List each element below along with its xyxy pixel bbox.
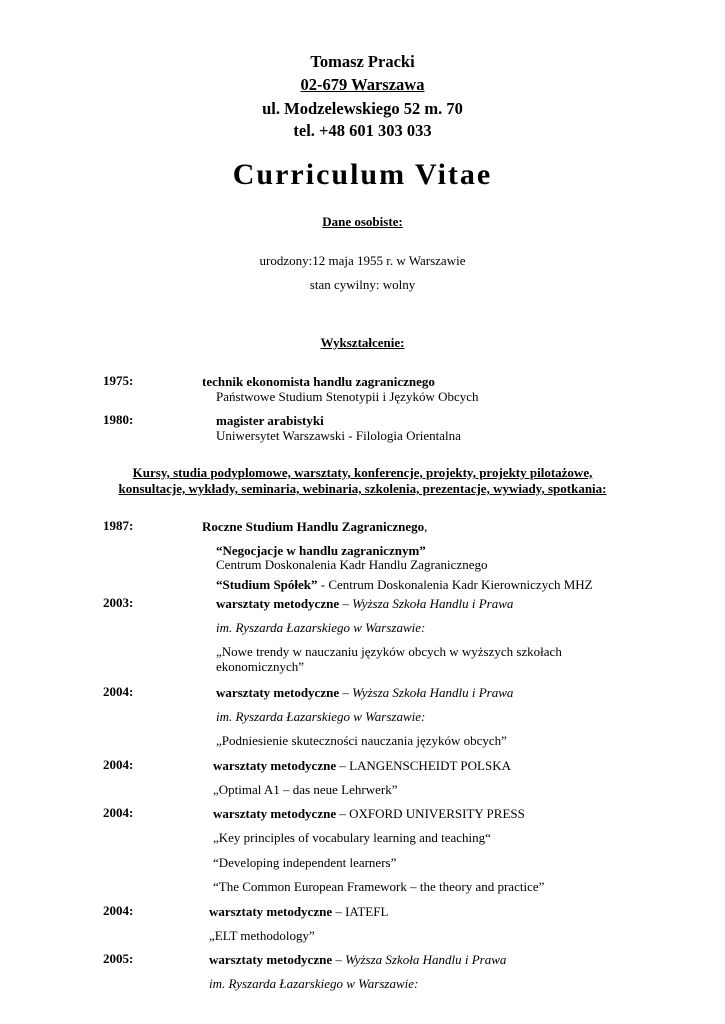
entry-topic: „Nowe trendy w nauczaniu języków obcych w wyższych szkołach	[216, 644, 562, 659]
education-year: 1980:	[103, 412, 134, 427]
education-degree: magister arabistyki	[216, 413, 324, 428]
entry-year: 2003:	[103, 595, 134, 610]
entry-type-line	[213, 757, 511, 774]
education-heading: Wykształcenie:	[320, 335, 405, 350]
entry-organizer-cont: im. Ryszarda Łazarskiego w Warszawie:	[209, 976, 419, 991]
entry-year: 2005:	[103, 951, 134, 966]
education-degree: technik ekonomista handlu zagranicznego	[202, 374, 435, 389]
entry-type-line	[209, 903, 388, 920]
entry-topic: “Developing independent learners”	[213, 855, 397, 870]
entry-type: warsztaty metodyczne	[216, 596, 340, 611]
entry-organizer: Centrum Doskonalenia Kadr Handlu Zagranicznego	[216, 557, 488, 572]
entry-type: warsztaty metodyczne	[213, 758, 337, 773]
entry-topic: „ELT methodology”	[209, 928, 315, 943]
entry-year: 2004:	[103, 903, 134, 918]
entry-organizer: – OXFORD UNIVERSITY PRESS	[336, 806, 525, 821]
marital-status: stan cywilny: wolny	[309, 277, 416, 292]
personal-heading: Dane osobiste:	[322, 214, 403, 229]
entry-organizer: – IATEFL	[332, 904, 389, 919]
entry-type: warsztaty metodyczne	[209, 904, 333, 919]
entry-topic: “The Common European Framework – the theory and practice”	[213, 879, 545, 894]
entry-type-line	[216, 684, 513, 701]
entry-year: 2004:	[103, 684, 134, 699]
entry-type-line	[213, 805, 525, 822]
entry-organizer: Wyższa Szkoła Handlu i Prawa	[352, 685, 514, 700]
entry-dash: –	[339, 685, 353, 700]
entry-title	[202, 518, 427, 535]
entry-year: 1987:	[103, 518, 134, 533]
education-year: 1975:	[103, 373, 134, 388]
entry-topic: „Podniesienie skuteczności nauczania języków obcych”	[216, 733, 507, 748]
courses-heading-line1: Kursy, studia podyplomowe, warsztaty, konferencje, projekty, projekty pilotażowe,	[132, 465, 593, 480]
entry-type-line	[216, 595, 513, 612]
courses-heading-line2: konsultacje, wykłady, seminaria, webinaria, szkolenia, prezentacje, wywiady, spotkania:	[118, 481, 607, 496]
education-school: Państwowe Studium Stenotypii i Języków Obcych	[216, 389, 479, 404]
entry-topic: „Optimal A1 – das neue Lehrwerk”	[213, 782, 398, 797]
entry-organizer: - Centrum Doskonalenia Kadr Kierowniczych MHZ	[317, 577, 593, 592]
entry-subtitle: “Negocjacje w handlu zagranicznym”	[216, 543, 426, 558]
document-title: Curriculum Vitae	[232, 158, 493, 191]
entry-title-suffix: ,	[424, 519, 428, 534]
address-street: ul. Modzelewskiego 52 m. 70	[262, 99, 463, 118]
education-school: Uniwersytet Warszawski - Filologia Orientalna	[216, 428, 461, 443]
entry-organizer: Wyższa Szkoła Handlu i Prawa	[345, 952, 507, 967]
entry-dash: –	[339, 596, 353, 611]
entry-type: warsztaty metodyczne	[216, 685, 340, 700]
entry-subtitle-text: “Studium Spółek”	[216, 577, 318, 592]
birth-info: urodzony:12 maja 1955 r. w Warszawie	[259, 253, 466, 268]
entry-dash: –	[332, 952, 346, 967]
entry-organizer: Wyższa Szkoła Handlu i Prawa	[352, 596, 514, 611]
entry-subtitle-line	[216, 576, 593, 593]
entry-organizer-cont: im. Ryszarda Łazarskiego w Warszawie:	[216, 620, 426, 635]
entry-type: warsztaty metodyczne	[209, 952, 333, 967]
address-city: 02-679 Warszawa	[300, 75, 425, 94]
phone-number: tel. +48 601 303 033	[293, 121, 432, 140]
entry-type: warsztaty metodyczne	[213, 806, 337, 821]
entry-topic-cont: ekonomicznych”	[216, 659, 305, 674]
author-name: Tomasz Pracki	[310, 52, 415, 71]
entry-year: 2004:	[103, 805, 134, 820]
entry-topic: „Key principles of vocabulary learning and teaching“	[213, 830, 491, 845]
entry-organizer: – LANGENSCHEIDT POLSKA	[336, 758, 511, 773]
entry-year: 2004:	[103, 757, 134, 772]
entry-type-line	[209, 951, 506, 968]
entry-title-text: Roczne Studium Handlu Zagranicznego	[202, 519, 425, 534]
entry-organizer-cont: im. Ryszarda Łazarskiego w Warszawie:	[216, 709, 426, 724]
